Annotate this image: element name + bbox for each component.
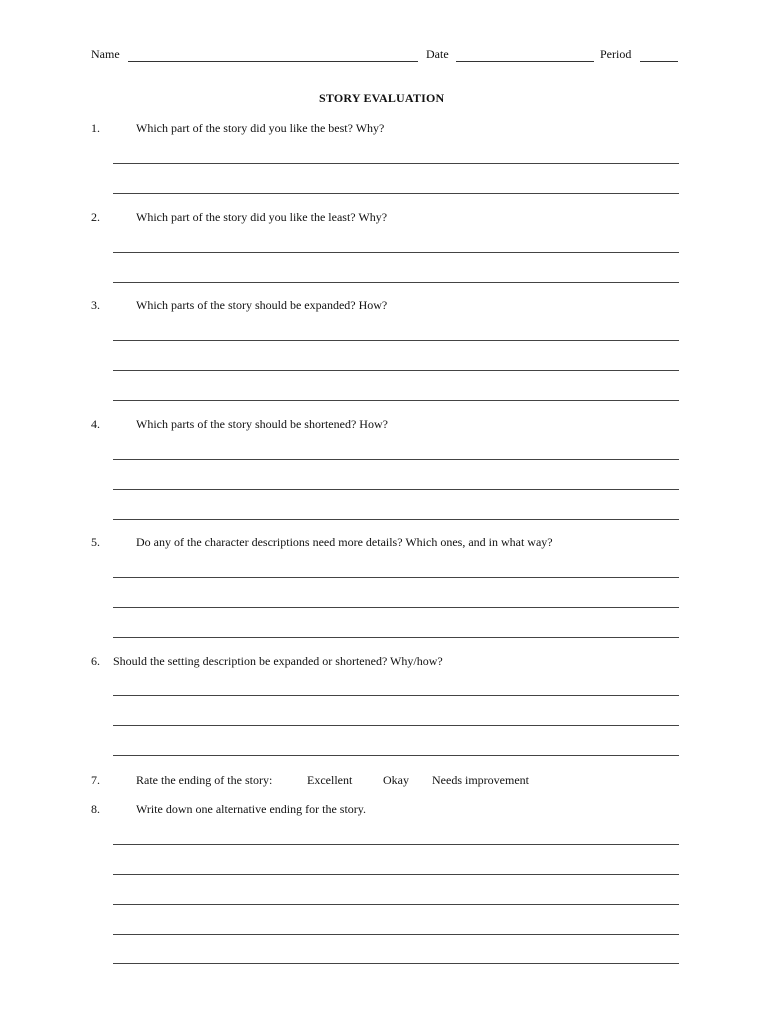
question-text: Which part of the story did you like the least? Why? bbox=[136, 210, 388, 224]
answer-line[interactable] bbox=[113, 193, 679, 194]
question-text: Which part of the story did you like the best? Why? bbox=[136, 121, 385, 135]
name-label: Name bbox=[91, 47, 120, 61]
answer-line[interactable] bbox=[113, 252, 679, 253]
period-field[interactable] bbox=[640, 61, 678, 62]
answer-line[interactable] bbox=[113, 934, 679, 935]
answer-line[interactable] bbox=[113, 725, 679, 726]
name-field[interactable] bbox=[128, 61, 418, 62]
answer-line[interactable] bbox=[113, 607, 679, 608]
answer-line[interactable] bbox=[113, 577, 679, 578]
question-text: Which parts of the story should be expanded? How? bbox=[136, 298, 388, 312]
question-number: 6. bbox=[91, 654, 100, 668]
answer-line[interactable] bbox=[113, 400, 679, 401]
answer-line[interactable] bbox=[113, 637, 679, 638]
question-text: Which parts of the story should be shortened? How? bbox=[136, 417, 388, 431]
question-text: Rate the ending of the story: bbox=[136, 773, 273, 787]
question-number: 8. bbox=[91, 802, 100, 816]
answer-line[interactable] bbox=[113, 755, 679, 756]
question-number: 7. bbox=[91, 773, 100, 787]
answer-line[interactable] bbox=[113, 519, 679, 520]
answer-line[interactable] bbox=[113, 163, 679, 164]
answer-line[interactable] bbox=[113, 282, 679, 283]
answer-line[interactable] bbox=[113, 904, 679, 905]
date-field[interactable] bbox=[456, 61, 594, 62]
question-text: Should the setting description be expanded or shortened? Why/how? bbox=[113, 654, 443, 668]
rating-option-needs-improvement[interactable]: Needs improvement bbox=[432, 773, 529, 787]
answer-line[interactable] bbox=[113, 370, 679, 371]
period-label: Period bbox=[600, 47, 632, 61]
question-number: 1. bbox=[91, 121, 100, 135]
answer-line[interactable] bbox=[113, 340, 679, 341]
question-number: 2. bbox=[91, 210, 100, 224]
question-text: Do any of the character descriptions need more details? Which ones, and in what way? bbox=[136, 535, 553, 549]
answer-line[interactable] bbox=[113, 459, 679, 460]
rating-option-excellent[interactable]: Excellent bbox=[307, 773, 353, 787]
answer-line[interactable] bbox=[113, 489, 679, 490]
rating-option-okay[interactable]: Okay bbox=[383, 773, 409, 787]
answer-line[interactable] bbox=[113, 695, 679, 696]
answer-line[interactable] bbox=[113, 963, 679, 964]
page-title: STORY EVALUATION bbox=[319, 91, 445, 105]
question-number: 4. bbox=[91, 417, 100, 431]
answer-line[interactable] bbox=[113, 844, 679, 845]
answer-line[interactable] bbox=[113, 874, 679, 875]
date-label: Date bbox=[426, 47, 449, 61]
question-number: 5. bbox=[91, 535, 100, 549]
question-text: Write down one alternative ending for the story. bbox=[136, 802, 366, 816]
question-number: 3. bbox=[91, 298, 100, 312]
